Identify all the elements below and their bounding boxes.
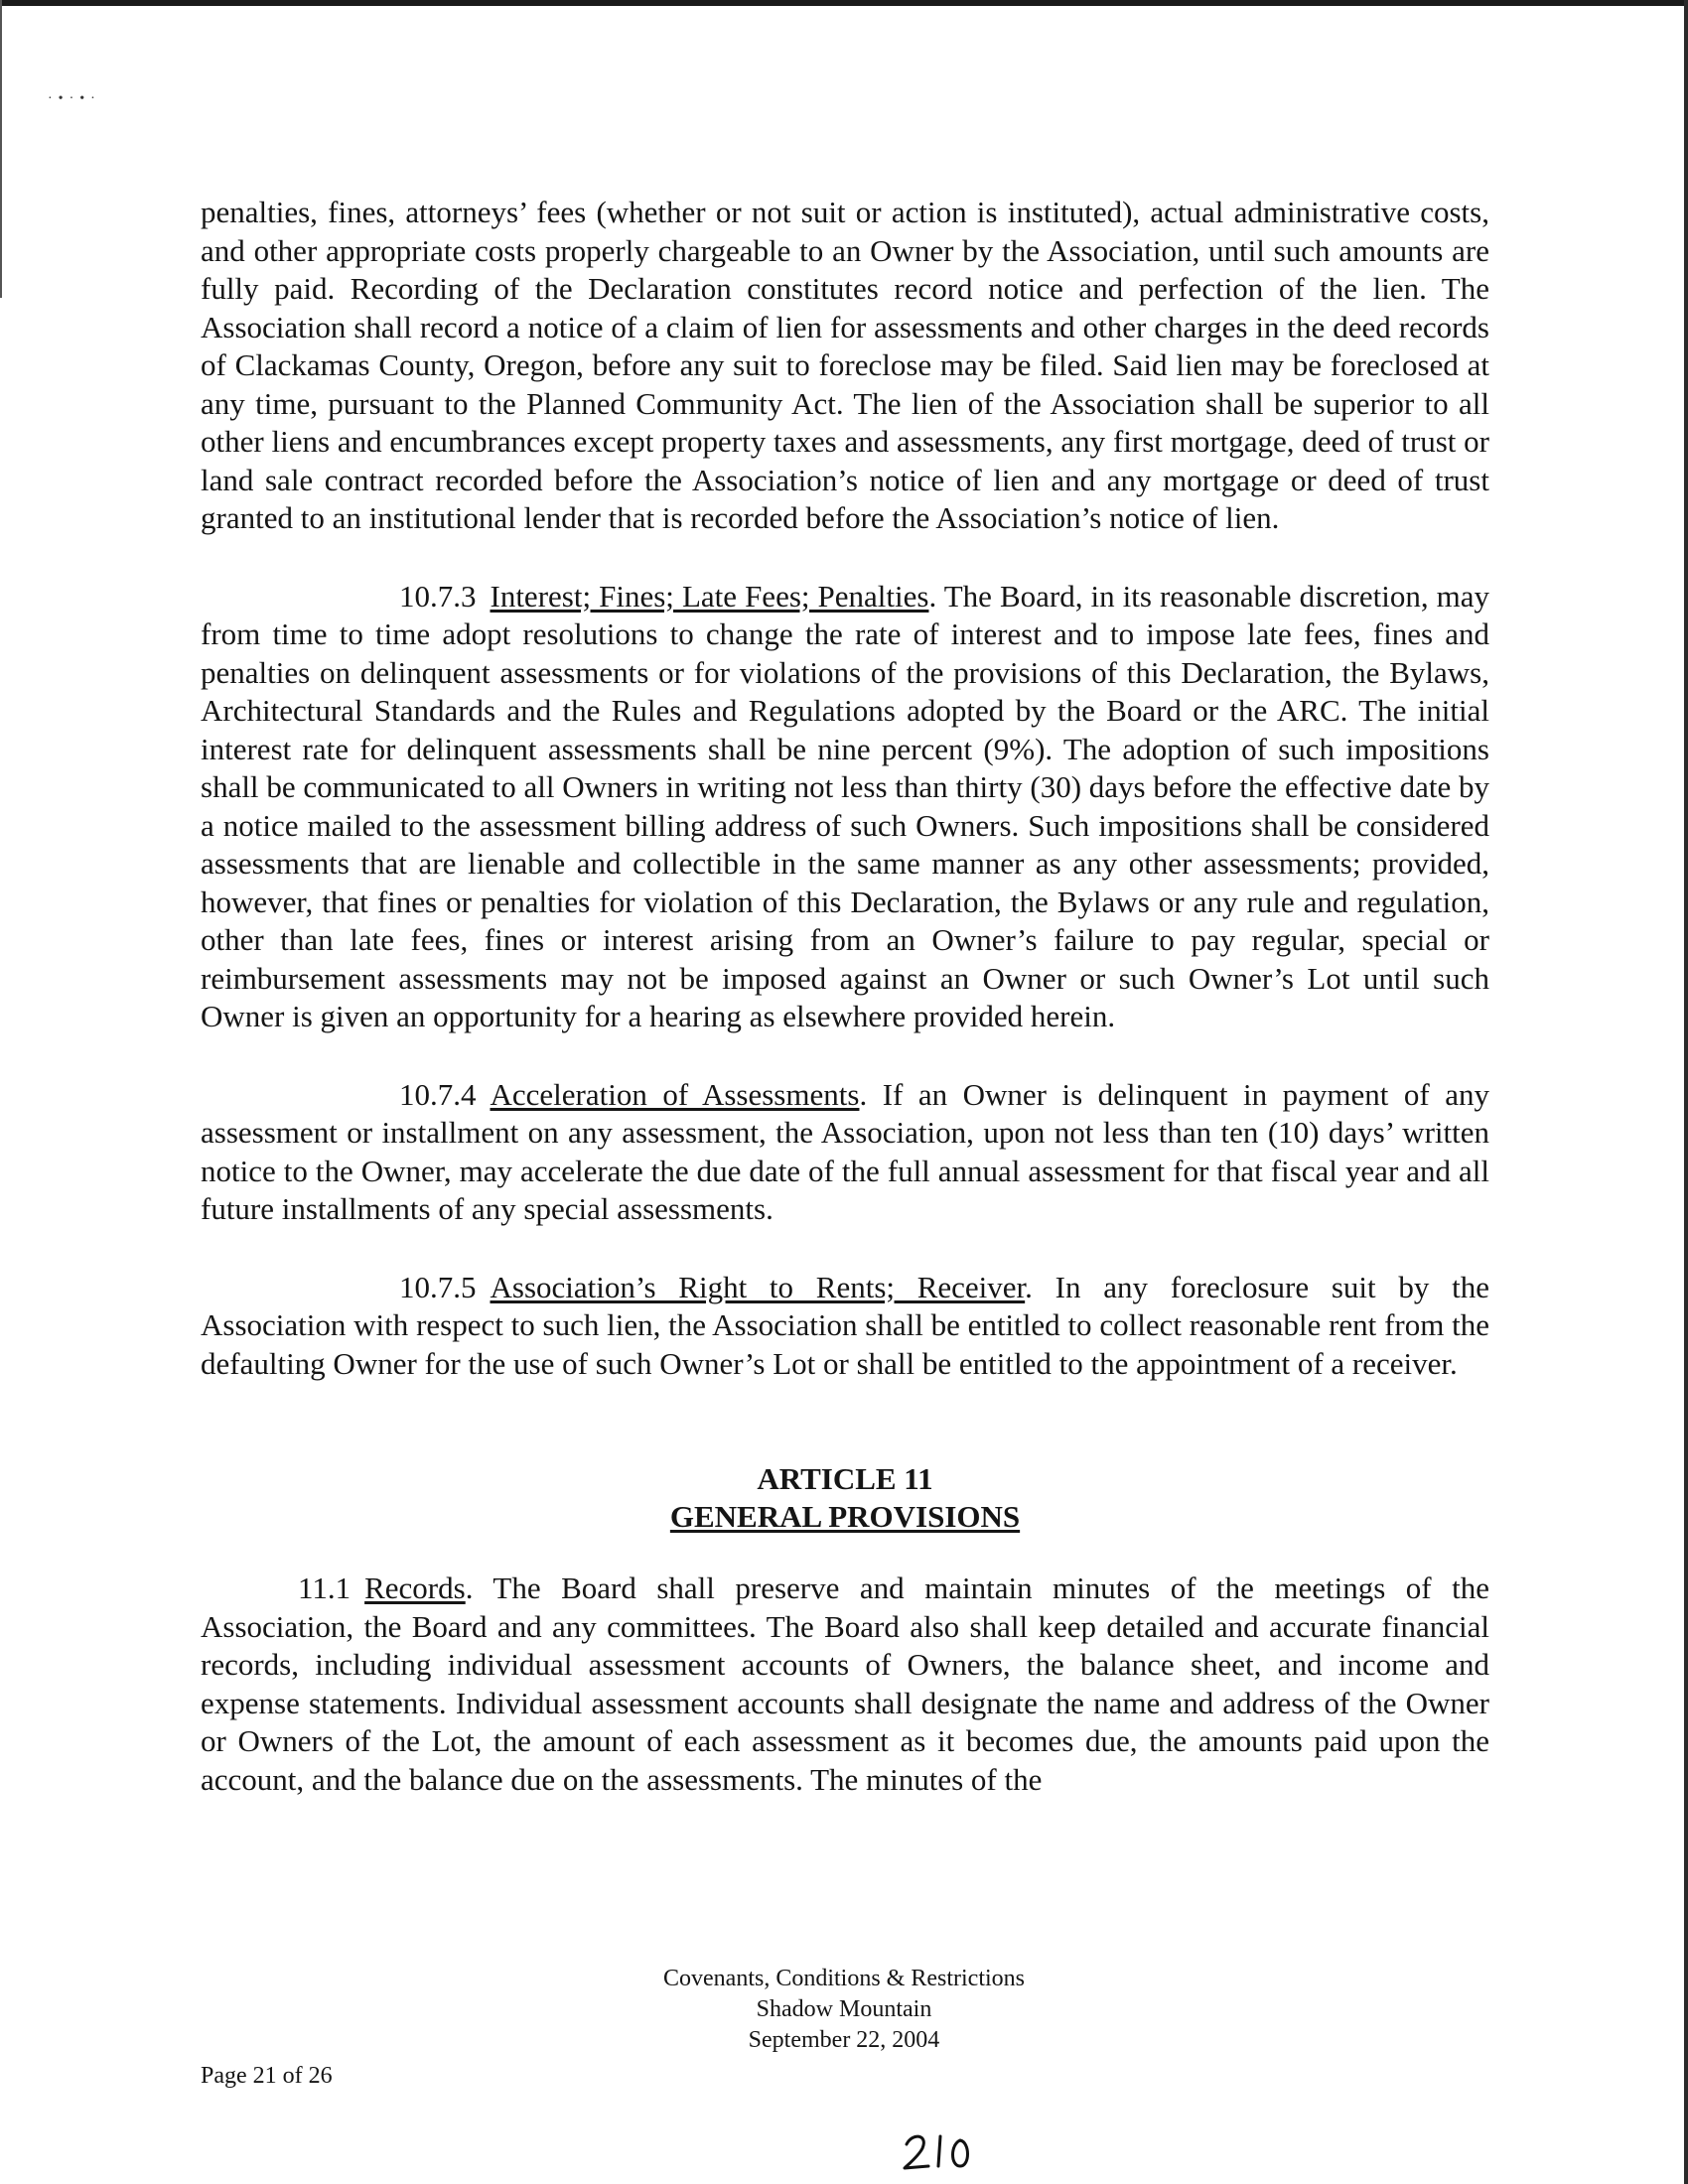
article-heading (201, 1460, 1489, 1536)
footer-project: Shadow Mountain (756, 1996, 932, 2022)
section-heading: Interest; Fines; Late Fees; Penalties (490, 578, 929, 614)
section-heading: Acceleration of Assessments (490, 1076, 860, 1112)
document-footer (0, 1964, 1688, 2056)
article-title: ARTICLE 11 (757, 1461, 933, 1496)
continued-paragraph: penalties, fines, attorneys’ fees (whether or not suit or action is instituted), actual administrative costs, and other appropriate costs properly chargeable to an Owner by the Association, until such amounts are fully paid. Recording of the Declaration constitutes record notice and perfection of the lien. The Association shall record a notice of a claim of lien for assessments and other charges in the deed records of Clackamas County, Oregon, before any suit to foreclose may be filed. Said lien may be foreclosed at any time, pursuant to the Planned Community Act. The lien of the Association shall be superior to all other liens and encumbrances except property taxes and assessments, any first mortgage, deed of trust or land sale contract recorded before the Association’s notice of lien and any mortgage or deed of trust granted to an institutional lender that is recorded before the Association’s notice of lien. (201, 195, 1489, 535)
section-number: 10.7.3 (399, 578, 477, 614)
section-10-7-5 (201, 1269, 1489, 1384)
scan-border-right (1684, 0, 1688, 2184)
handwritten-page-mark (899, 2124, 998, 2174)
footer-date: September 22, 2004 (748, 2027, 940, 2053)
section-10-7-3 (201, 578, 1489, 1036)
section-10-7-4 (201, 1076, 1489, 1229)
section-heading: Records (364, 1570, 466, 1605)
document-page (201, 194, 1489, 1799)
section-number: 10.7.4 (399, 1076, 477, 1112)
section-11-1 (201, 1570, 1489, 1799)
footer-title: Covenants, Conditions & Restrictions (663, 1966, 1025, 1991)
section-text: . The Board shall preserve and maintain minutes of the meetings of the Association, the Board and any committees. The Board also shall keep detailed and accurate financial records, including individual assessment accounts of Owners, the balance sheet, and income and expense statements. Individual assessment accounts shall designate the name and address of the Owner or Owners of the Lot, the amount of each assessment as it becomes due, the amounts paid upon the account, and the balance due on the assessments. The minutes of the (201, 1570, 1489, 1797)
section-heading: Association’s Right to Rents; Receiver (490, 1269, 1026, 1304)
section-text: . In any foreclosure suit by the Association with respect to such lien, the Association shall be entitled to collect reasonable rent from the defaulting Owner for the use of such Owner’s Lot or shall be entitled to the appointment of a receiver. (201, 1269, 1489, 1381)
article-subtitle: GENERAL PROVISIONS (669, 1499, 1021, 1534)
scan-artifact: ·•·•· (48, 91, 101, 106)
scan-border-left (0, 0, 2, 298)
section-number: 11.1 (298, 1570, 352, 1605)
page-number: Page 21 of 26 (201, 2063, 333, 2089)
section-number: 10.7.5 (399, 1269, 477, 1304)
scan-border-top (0, 0, 1688, 6)
section-text: . The Board, in its reasonable discretion, may from time to time adopt resolutions to change the rate of interest and to impose late fees, fines and penalties on delinquent assessments or for violations of the provisions of this Declaration, the Bylaws, Architectural Standards and the Rules and Regulations adopted by the Board or the ARC. The initial interest rate for delinquent assessments shall be nine percent (9%). The adoption of such impositions shall be communicated to all Owners in writing not less than thirty (30) days before the effective date by a notice mailed to the assessment billing address of such Owners. Such impositions shall be considered assessments that are lienable and collectible in the same manner as any other assessments; provided, however, that fines or penalties for violation of this Declaration, the Bylaws or any rule and regulation, other than late fees, fines or interest arising from an Owner’s failure to pay regular, special or reimbursement assessments may not be imposed against an Owner or such Owner’s Lot until such Owner is given an opportunity for a hearing as elsewhere provided herein. (201, 578, 1489, 1033)
section-text: . If an Owner is delinquent in payment of any assessment or installment on any assessment, the Association, upon not less than ten (10) days’ written notice to the Owner, may accelerate the due date of the full annual assessment for that fiscal year and all future installments of any special assessments. (201, 1076, 1489, 1226)
